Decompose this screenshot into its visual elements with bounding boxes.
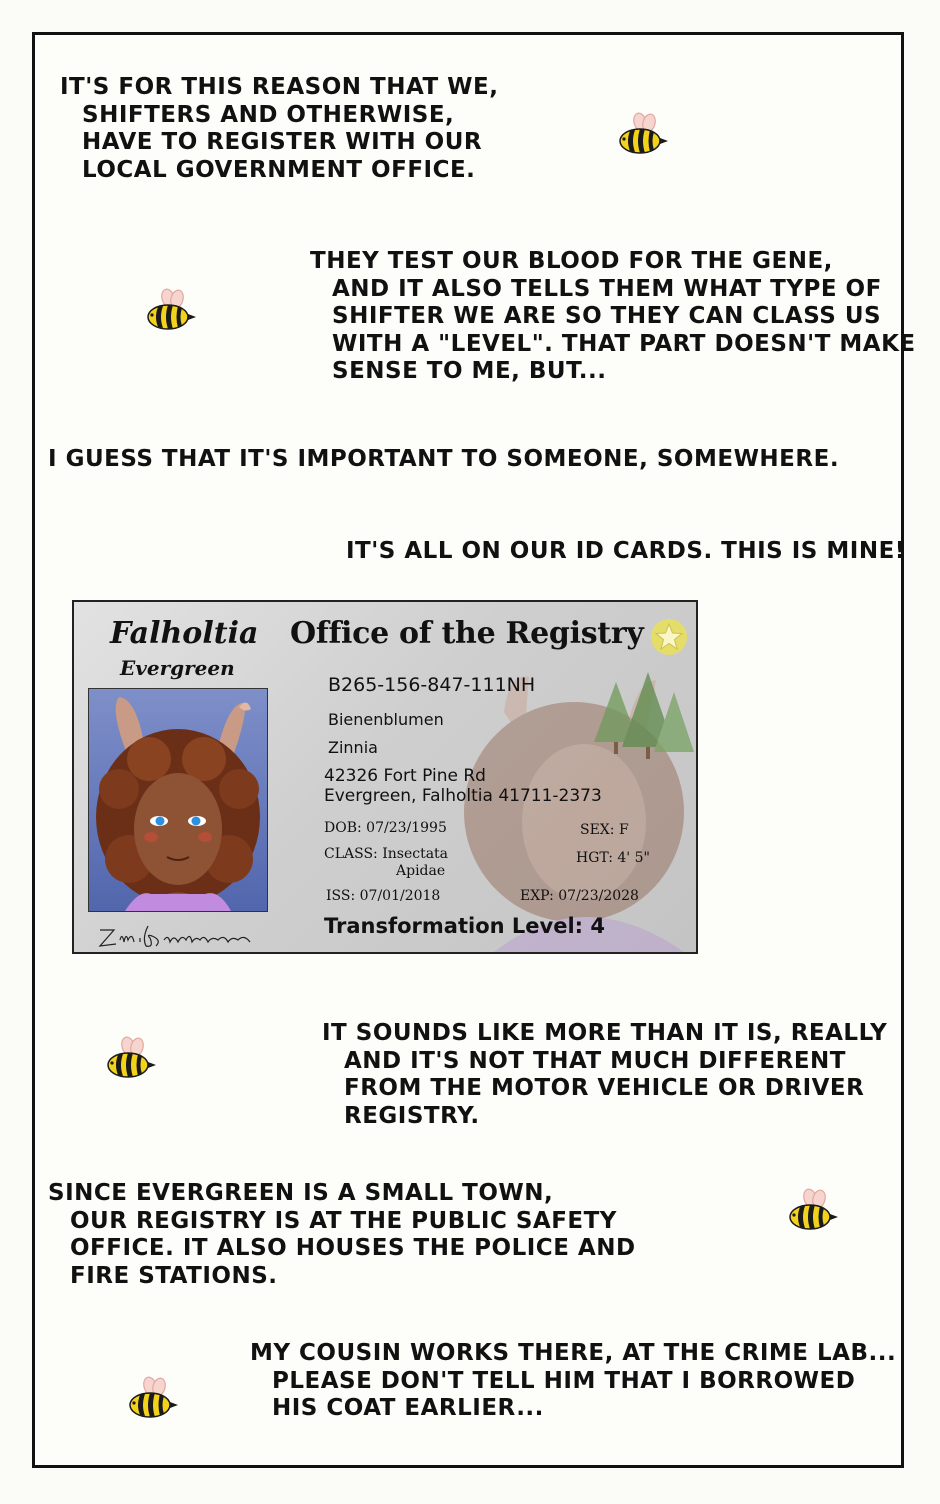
id-class: CLASS: Insectata: [324, 846, 449, 862]
bee-icon: [144, 288, 198, 332]
caption-line: FIRE STATIONS.: [70, 1262, 278, 1289]
caption-line: SENSE TO ME, BUT...: [332, 358, 607, 384]
tree-icon: [586, 672, 696, 762]
id-state: Falholtia: [110, 616, 259, 651]
id-class-sub: Apidae: [396, 863, 446, 879]
caption-line: FROM THE MOTOR VEHICLE OR DRIVER: [344, 1075, 865, 1101]
caption-line: HAVE TO REGISTER WITH OUR: [82, 129, 483, 155]
caption-important: [48, 446, 839, 474]
id-number: B265-156-847-111NH: [328, 674, 536, 696]
caption-blood-test: [310, 248, 916, 386]
id-issued: ISS: 07/01/2018: [326, 888, 441, 904]
id-office-title: Office of the Registry: [290, 616, 644, 651]
caption-line: IT'S ALL ON OUR ID CARDS. THIS IS MINE!: [346, 538, 906, 564]
caption-line: AND IT'S NOT THAT MUCH DIFFERENT: [344, 1047, 846, 1074]
caption-line: THEY TEST OUR BLOOD FOR THE GENE,: [310, 248, 833, 274]
id-dob: DOB: 07/23/1995: [324, 820, 447, 836]
bee-icon: [126, 1376, 180, 1420]
caption-line: SHIFTER WE ARE SO THEY CAN CLASS US: [332, 303, 882, 329]
bee-icon: [104, 1036, 158, 1080]
id-last-name: Bienenblumen: [328, 710, 444, 729]
caption-cousin: [250, 1340, 896, 1423]
caption-line: AND IT ALSO TELLS THEM WHAT TYPE OF: [332, 275, 882, 302]
id-expires: EXP: 07/23/2028: [520, 888, 639, 904]
id-height: HGT: 4' 5": [576, 850, 650, 866]
caption-id-cards: [346, 538, 906, 566]
caption-motor-vehicle: [322, 1020, 887, 1130]
caption-line: HIS COAT EARLIER...: [272, 1395, 544, 1421]
caption-line: SHIFTERS AND OTHERWISE,: [82, 101, 455, 128]
id-city: Evergreen: [120, 656, 235, 680]
id-card: [72, 600, 698, 954]
id-first-name: Zinnia: [328, 738, 378, 757]
caption-line: REGISTRY.: [344, 1102, 480, 1129]
caption-small-town: [48, 1180, 636, 1290]
bee-icon: [786, 1188, 840, 1232]
id-transformation-level: Transformation Level: 4: [324, 914, 605, 938]
caption-line: MY COUSIN WORKS THERE, AT THE CRIME LAB...: [250, 1340, 897, 1366]
id-photo: [88, 688, 268, 912]
caption-line: WITH A "LEVEL". THAT PART DOESN'T MAKE: [332, 330, 916, 357]
bee-icon: [616, 112, 670, 156]
caption-line: IT'S FOR THIS REASON THAT WE,: [60, 74, 499, 100]
caption-line: PLEASE DON'T TELL HIM THAT I BORROWED: [272, 1367, 856, 1394]
star-icon: [650, 618, 688, 656]
id-address-line1: 42326 Fort Pine Rd: [324, 766, 486, 786]
caption-line: OFFICE. IT ALSO HOUSES THE POLICE AND: [70, 1235, 636, 1261]
id-signature: [92, 918, 262, 952]
caption-line: SINCE EVERGREEN IS A SMALL TOWN,: [48, 1180, 554, 1206]
id-sex: SEX: F: [580, 822, 629, 838]
caption-line: LOCAL GOVERNMENT OFFICE.: [82, 156, 476, 183]
caption-line: OUR REGISTRY IS AT THE PUBLIC SAFETY: [70, 1207, 617, 1234]
caption-line: IT SOUNDS LIKE MORE THAN IT IS, REALLY: [322, 1020, 888, 1046]
caption-registration: [60, 74, 498, 184]
id-address-line2: Evergreen, Falholtia 41711-2373: [324, 786, 602, 806]
caption-line: I GUESS THAT IT'S IMPORTANT TO SOMEONE, SOMEWHERE.: [48, 446, 840, 472]
